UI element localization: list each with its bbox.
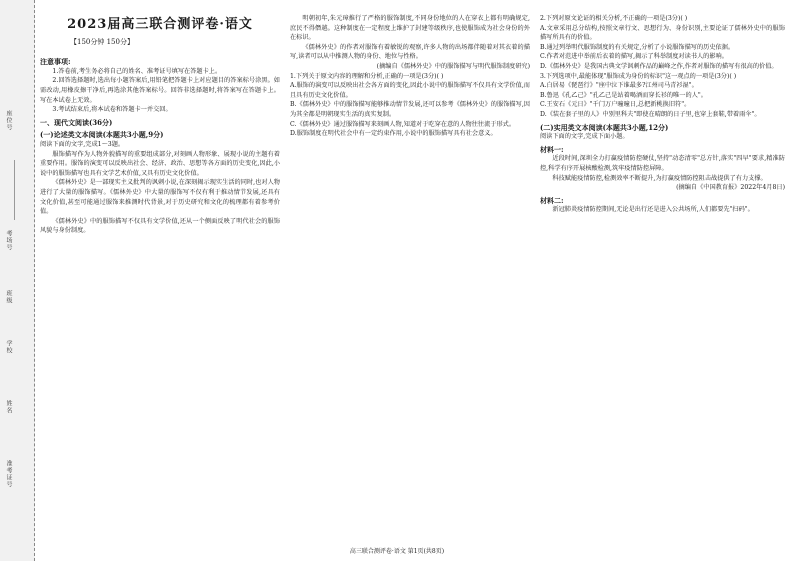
binding-label: 考场号 [5,230,12,251]
question-option: A.白居易《琵琶行》"座中泣下谁最多?江州司马青衫湿"。 [540,82,698,90]
paragraph: 科技赋能疫情防控,检测效率不断提升,为打赢疫情防控阻击战提供了有力支撑。 [552,174,767,182]
material-heading: 材料二: [540,195,564,205]
question-option: B.通过列举明代服饰制度的有关规定,分析了小说服饰描写的历史依据。 [540,43,735,51]
question-stem: 3.下列选项中,最能体现"服饰成为身份的标识"这一观点的一项是(3分)( ) [540,72,737,80]
subsection-heading: (二)实用类文本阅读(本题共3小题,12分) [540,122,669,132]
paragraph: 《儒林外史》的作者对服饰有着敏锐的观察,许多人物的出场都伴随着对其衣着的描写,读者可以从中推测人物的身份、地位与性格。 [290,43,530,61]
paragraph: 服饰描写作为人物外貌描写的重要组成部分,对刻画人物形象、展现小说的主题有着重要作用。服饰的演变可以反映出社会、经济、政治、思想等各方面的历史变化,因此,小说中的服饰描写也具有文学艺术价值,又具有历史文化价值。 [40,150,280,177]
question-option: A.文章采用总分结构,按照文章行文、思想行为、身份识别,主要论证了儒林外史中的服饰描写所具有的价值。 [540,24,785,42]
subsection-heading: (一)论述类文本阅读(本题共3小题,9分) [40,130,164,140]
section-heading: 一、现代文阅读(36分) [40,117,113,127]
question-stem: 2.下列对原文论证的相关分析,不正确的一项是(3分)( ) [540,15,688,22]
time-score: 【150分钟 150分】 [70,37,134,46]
binding-margin [0,0,35,561]
binding-label: 准考证号 [5,460,12,488]
question-option: C.作者对范进中举前后衣着的描写,揭示了科举制度对读书人的影响。 [540,53,728,61]
paragraph: 新冠肺炎疫情防控期间,无论是出行还是进入公共场所,人们都要先"扫码"。 [552,206,754,214]
question-option: D.《装在套子里的人》中别里科夫"即使在晴朗的日子里,也穿上套鞋,带着雨伞"。 [540,110,761,118]
paragraph: 明朝初年,朱元璋推行了严格的服饰制度,不同身份地位的人在穿衣上都有明确规定,庶民不得僭越。这种制度在一定程度上维护了封建等级秩序,也使服饰成为社会身份的外在标识。 [290,15,530,42]
prompt: 阅读下面的文字,完成1～3题。 [40,140,125,148]
instruction-item: 1.答卷前,考生务必将自己的姓名、准考证号填写在答题卡上。 [52,67,222,75]
paragraph: 近段时间,深圳全力打赢疫情防控硬仗,坚持"动态清零"总方针,落实"四早"要求,精准防控,科学有序开展核酸检测,筑牢疫情防控屏障。 [540,155,785,172]
page-footer: 高三联合测评卷·语文 第1页(共8页) [349,548,445,555]
paragraph: 《儒林外史》是一部现实主义批判的讽刺小说,在深刻揭示现实生活的同时,也对人物进行了大量的服饰描写。《儒林外史》中大量的服饰写不仅有利于推动情节发展,还具有文化价值,甚至可能通过服饰来推测时代背景,对于历史研究和文化的梳理都有着参考价值。 [40,179,280,216]
left-column [40,14,280,236]
page-title: 2023届高三联合测评卷·语文 [67,17,253,32]
right-column [540,14,785,215]
binding-label: 班级 [5,290,12,304]
question-stem: 1.下列关于原文内容的理解和分析,正确的一项是(3分)( ) [290,72,444,80]
question-option: D.服饰制度在明代社会中有一定约束作用,小说中的服饰描写具有社会意义。 [290,130,497,138]
prompt: 阅读下面的文字,完成下面小题。 [540,133,629,141]
middle-column [290,14,530,139]
question-option: A.服饰的演变可以反映出社会各方面的变化,因此小说中的服饰描写不仅具有文学价值,而且具有历史文化价值。 [290,82,530,99]
binding-label: 座位号 [5,110,12,131]
binding-line [14,160,15,220]
binding-label: 姓名 [5,400,12,414]
paragraph: 《儒林外史》中的服饰描写不仅具有文学价值,还从一个侧面反映了明代社会的服饰风貌与身份制度。 [40,217,280,235]
question-option: C.王安石《元日》"千门万户曈曈日,总把新桃换旧符"。 [540,101,691,109]
material-heading: 材料一: [540,144,564,154]
binding-label: 学校 [5,340,12,354]
question-option: D.《儒林外史》是我国古典文学讽刺作品的巅峰之作,作者对服饰的描写有很高的价值。 [540,62,778,70]
question-option: B.《儒林外史》中的服饰描写能够推动情节发展,还可以参考《儒林外史》的服饰描写,因为其全都是明朝现实生活的真实复制。 [290,101,530,118]
instruction-item: 2.回答选择题时,选出每小题答案后,用铅笔把答题卡上对应题目的答案标号涂黑。如需改动,用橡皮擦干净后,再选涂其他答案标号。回答非选择题时,将答案写在答题卡上。写在本试卷上无效。 [40,77,280,104]
source-note: (摘编自《中国教育报》2022年4月8日) [676,184,785,192]
instruction-item: 3.考试结束后,将本试卷和答题卡一并交回。 [52,106,172,114]
question-option: C.《儒林外史》通过服饰描写来刻画人物,知道对于吃穿在意的人物往往流于形式。 [290,120,516,128]
source-note: (摘编自《儒林外史》中的服饰描写与明代服饰制度研究) [376,62,530,70]
question-option: B.鲁迅《孔乙己》"孔乙己是站着喝酒而穿长衫的唯一的人"。 [540,91,707,99]
instructions-heading: 注意事项: [40,57,71,67]
